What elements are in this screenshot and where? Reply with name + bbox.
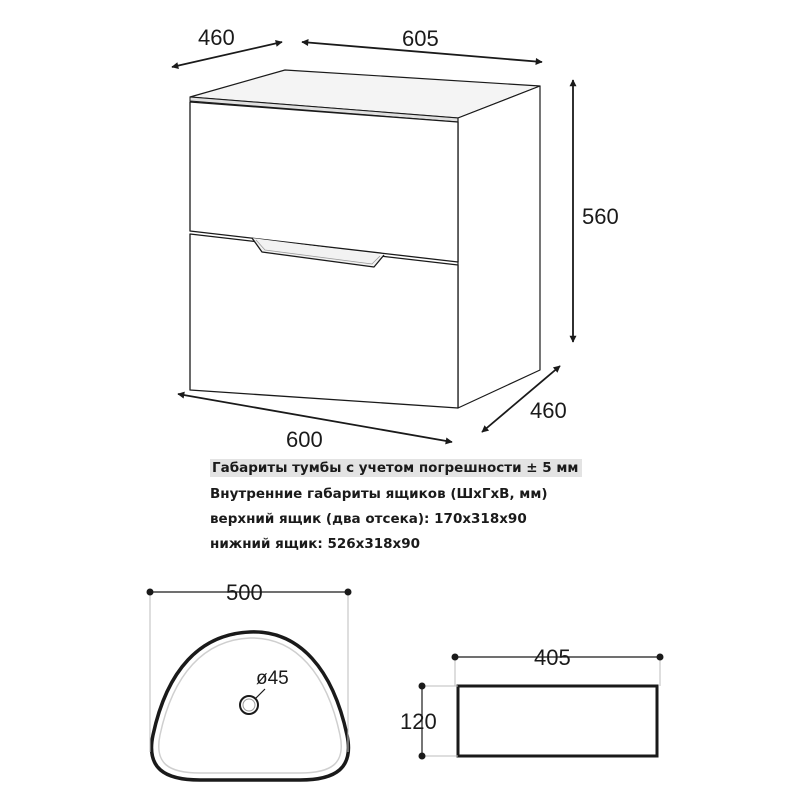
cabinet-tolerance-note: Габариты тумбы с учетом погрешности ± 5 мм — [210, 459, 582, 477]
cabinet-drawing — [190, 70, 540, 408]
dim-label-drain-diameter: ø45 — [256, 668, 289, 689]
upper-drawer-dims: верхний ящик (два отсека): 170x318x90 — [210, 511, 527, 527]
cabinet-side-panel — [458, 86, 540, 408]
dim-label-basin-side-width: 405 — [534, 645, 571, 670]
dim-label-height: 560 — [582, 204, 619, 229]
lower-drawer-dims: нижний ящик: 526x318x90 — [210, 536, 421, 552]
dim-label-basin-width: 500 — [226, 580, 263, 605]
drawer-dims-heading: Внутренние габариты ящиков (ШхГхВ, мм) — [210, 486, 548, 502]
dim-label-basin-side-height: 120 — [400, 709, 437, 734]
dim-label-depth-bottom: 460 — [530, 398, 567, 423]
dim-label-width-bottom: 600 — [286, 427, 323, 452]
dim-label-width-top: 605 — [402, 26, 439, 51]
basin-side-view — [458, 686, 657, 756]
basin-top-view — [152, 632, 349, 780]
dim-label-depth-top: 460 — [198, 25, 235, 50]
